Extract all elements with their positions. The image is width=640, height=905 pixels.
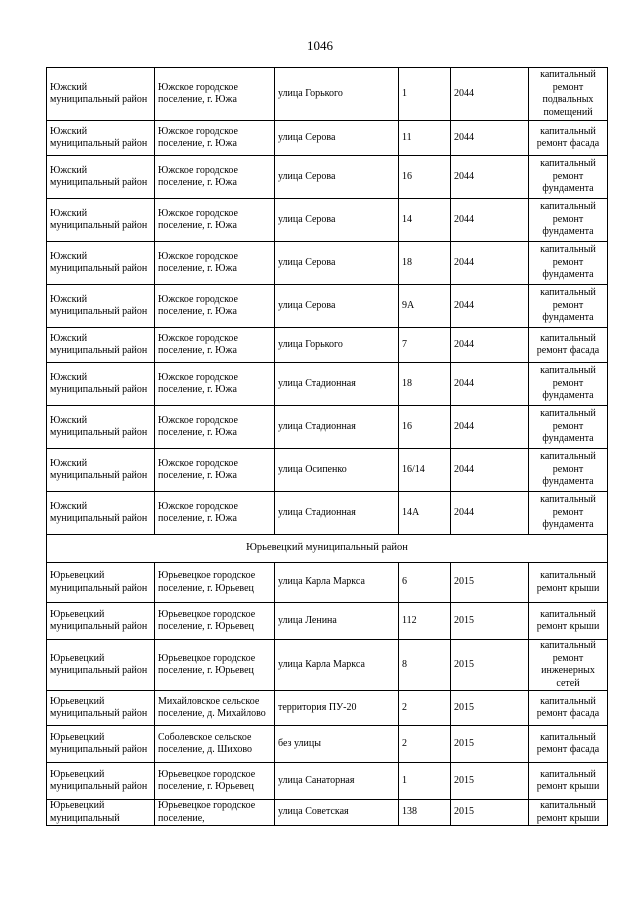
year-cell: 2044: [451, 406, 529, 449]
year-cell: 2015: [451, 800, 529, 826]
street-cell: улица Стадионная: [275, 492, 399, 535]
street-cell: улица Советская: [275, 800, 399, 826]
district-cell: Юрьевецкий муниципальный район: [47, 763, 155, 800]
district-cell: Южский муниципальный район: [47, 121, 155, 156]
work-type-cell: капитальный ремонт фундамента: [529, 363, 608, 406]
settlement-cell: Южское городское поселение, г. Южа: [155, 121, 275, 156]
work-type-cell: капитальный ремонт фундамента: [529, 406, 608, 449]
district-cell: Южский муниципальный район: [47, 328, 155, 363]
settlement-cell: Южское городское поселение, г. Южа: [155, 199, 275, 242]
district-cell: Юрьевецкий муниципальный район: [47, 691, 155, 726]
house-number-cell: 112: [399, 603, 451, 640]
year-cell: 2015: [451, 603, 529, 640]
work-type-cell: капитальный ремонт фасада: [529, 328, 608, 363]
street-cell: улица Ленина: [275, 603, 399, 640]
table-row: [47, 156, 608, 199]
house-number-cell: 16/14: [399, 449, 451, 492]
year-cell: 2044: [451, 363, 529, 406]
house-number-cell: 2: [399, 726, 451, 763]
table-row: [47, 449, 608, 492]
street-cell: территория ПУ-20: [275, 691, 399, 726]
street-cell: улица Осипенко: [275, 449, 399, 492]
work-type-cell: капитальный ремонт фундамента: [529, 492, 608, 535]
district-cell: Южский муниципальный район: [47, 285, 155, 328]
table-row: [47, 603, 608, 640]
work-type-cell: капитальный ремонт крыши: [529, 563, 608, 603]
year-cell: 2044: [451, 449, 529, 492]
work-type-cell: капитальный ремонт фасада: [529, 121, 608, 156]
year-cell: 2015: [451, 763, 529, 800]
district-cell: Юрьевецкий муниципальный: [47, 800, 155, 826]
district-cell: Южский муниципальный район: [47, 363, 155, 406]
settlement-cell: Южское городское поселение, г. Южа: [155, 492, 275, 535]
district-cell: Южский муниципальный район: [47, 406, 155, 449]
table-row: [47, 492, 608, 535]
year-cell: 2044: [451, 156, 529, 199]
year-cell: 2044: [451, 242, 529, 285]
repair-registry-table: [46, 67, 608, 826]
year-cell: 2044: [451, 121, 529, 156]
settlement-cell: Южское городское поселение, г. Южа: [155, 156, 275, 199]
table-row: [47, 726, 608, 763]
house-number-cell: 18: [399, 242, 451, 285]
district-cell: Южский муниципальный район: [47, 199, 155, 242]
page-number: 1046: [307, 38, 333, 53]
settlement-cell: Южское городское поселение, г. Южа: [155, 328, 275, 363]
district-cell: Южский муниципальный район: [47, 68, 155, 121]
section-header-row: [47, 535, 608, 563]
work-type-cell: капитальный ремонт крыши: [529, 603, 608, 640]
settlement-cell: Соболевское сельское поселение, д. Шихово: [155, 726, 275, 763]
year-cell: 2015: [451, 640, 529, 691]
district-cell: Юрьевецкий муниципальный район: [47, 603, 155, 640]
work-type-cell: капитальный ремонт фасада: [529, 726, 608, 763]
work-type-cell: капитальный ремонт фасада: [529, 691, 608, 726]
house-number-cell: 11: [399, 121, 451, 156]
year-cell: 2044: [451, 492, 529, 535]
year-cell: 2015: [451, 691, 529, 726]
street-cell: улица Серова: [275, 242, 399, 285]
table-row: [47, 121, 608, 156]
house-number-cell: 16: [399, 156, 451, 199]
work-type-cell: капитальный ремонт фундамента: [529, 156, 608, 199]
table-row: [47, 68, 608, 121]
settlement-cell: Юрьевецкое городское поселение, г. Юрьевец: [155, 763, 275, 800]
table-body: [47, 68, 608, 826]
street-cell: улица Серова: [275, 199, 399, 242]
work-type-cell: капитальный ремонт фундамента: [529, 449, 608, 492]
house-number-cell: 14: [399, 199, 451, 242]
street-cell: улица Серова: [275, 156, 399, 199]
street-cell: улица Горького: [275, 328, 399, 363]
settlement-cell: Юрьевецкое городское поселение, г. Юрьевец: [155, 603, 275, 640]
year-cell: 2015: [451, 563, 529, 603]
year-cell: 2015: [451, 726, 529, 763]
table-row: [47, 640, 608, 691]
street-cell: улица Стадионная: [275, 406, 399, 449]
district-cell: Юрьевецкий муниципальный район: [47, 726, 155, 763]
house-number-cell: 14А: [399, 492, 451, 535]
work-type-cell: капитальный ремонт инженерных сетей: [529, 640, 608, 691]
year-cell: 2044: [451, 68, 529, 121]
table-row: [47, 363, 608, 406]
table-row: [47, 691, 608, 726]
street-cell: улица Серова: [275, 285, 399, 328]
table-row: [47, 763, 608, 800]
district-cell: Юрьевецкий муниципальный район: [47, 640, 155, 691]
settlement-cell: Южское городское поселение, г. Южа: [155, 363, 275, 406]
house-number-cell: 138: [399, 800, 451, 826]
work-type-cell: капитальный ремонт фундамента: [529, 199, 608, 242]
street-cell: без улицы: [275, 726, 399, 763]
year-cell: 2044: [451, 285, 529, 328]
work-type-cell: капитальный ремонт крыши: [529, 763, 608, 800]
table-row: [47, 563, 608, 603]
settlement-cell: Южское городское поселение, г. Южа: [155, 285, 275, 328]
settlement-cell: Михайловское сельское поселение, д. Михайлово: [155, 691, 275, 726]
street-cell: улица Серова: [275, 121, 399, 156]
table-row: [47, 199, 608, 242]
settlement-cell: Юрьевецкое городское поселение,: [155, 800, 275, 826]
settlement-cell: Южское городское поселение, г. Южа: [155, 406, 275, 449]
street-cell: улица Карла Маркса: [275, 563, 399, 603]
table-row: [47, 328, 608, 363]
house-number-cell: 7: [399, 328, 451, 363]
house-number-cell: 9А: [399, 285, 451, 328]
settlement-cell: Южское городское поселение, г. Южа: [155, 242, 275, 285]
district-cell: Южский муниципальный район: [47, 242, 155, 285]
house-number-cell: 2: [399, 691, 451, 726]
work-type-cell: капитальный ремонт фундамента: [529, 285, 608, 328]
year-cell: 2044: [451, 328, 529, 363]
street-cell: улица Стадионная: [275, 363, 399, 406]
table-row: [47, 800, 608, 826]
street-cell: улица Санаторная: [275, 763, 399, 800]
district-cell: Юрьевецкий муниципальный район: [47, 563, 155, 603]
house-number-cell: 8: [399, 640, 451, 691]
house-number-cell: 18: [399, 363, 451, 406]
house-number-cell: 16: [399, 406, 451, 449]
house-number-cell: 6: [399, 563, 451, 603]
section-title: Юрьевецкий муниципальный район: [47, 535, 608, 563]
street-cell: улица Карла Маркса: [275, 640, 399, 691]
district-cell: Южский муниципальный район: [47, 449, 155, 492]
table-row: [47, 285, 608, 328]
work-type-cell: капитальный ремонт подвальных помещений: [529, 68, 608, 121]
table-row: [47, 242, 608, 285]
settlement-cell: Юрьевецкое городское поселение, г. Юрьевец: [155, 640, 275, 691]
district-cell: Южский муниципальный район: [47, 492, 155, 535]
settlement-cell: Южское городское поселение, г. Южа: [155, 68, 275, 121]
settlement-cell: Южское городское поселение, г. Южа: [155, 449, 275, 492]
district-cell: Южский муниципальный район: [47, 156, 155, 199]
house-number-cell: 1: [399, 763, 451, 800]
house-number-cell: 1: [399, 68, 451, 121]
settlement-cell: Юрьевецкое городское поселение, г. Юрьевец: [155, 563, 275, 603]
work-type-cell: капитальный ремонт крыши: [529, 800, 608, 826]
street-cell: улица Горького: [275, 68, 399, 121]
work-type-cell: капитальный ремонт фундамента: [529, 242, 608, 285]
table-row: [47, 406, 608, 449]
year-cell: 2044: [451, 199, 529, 242]
